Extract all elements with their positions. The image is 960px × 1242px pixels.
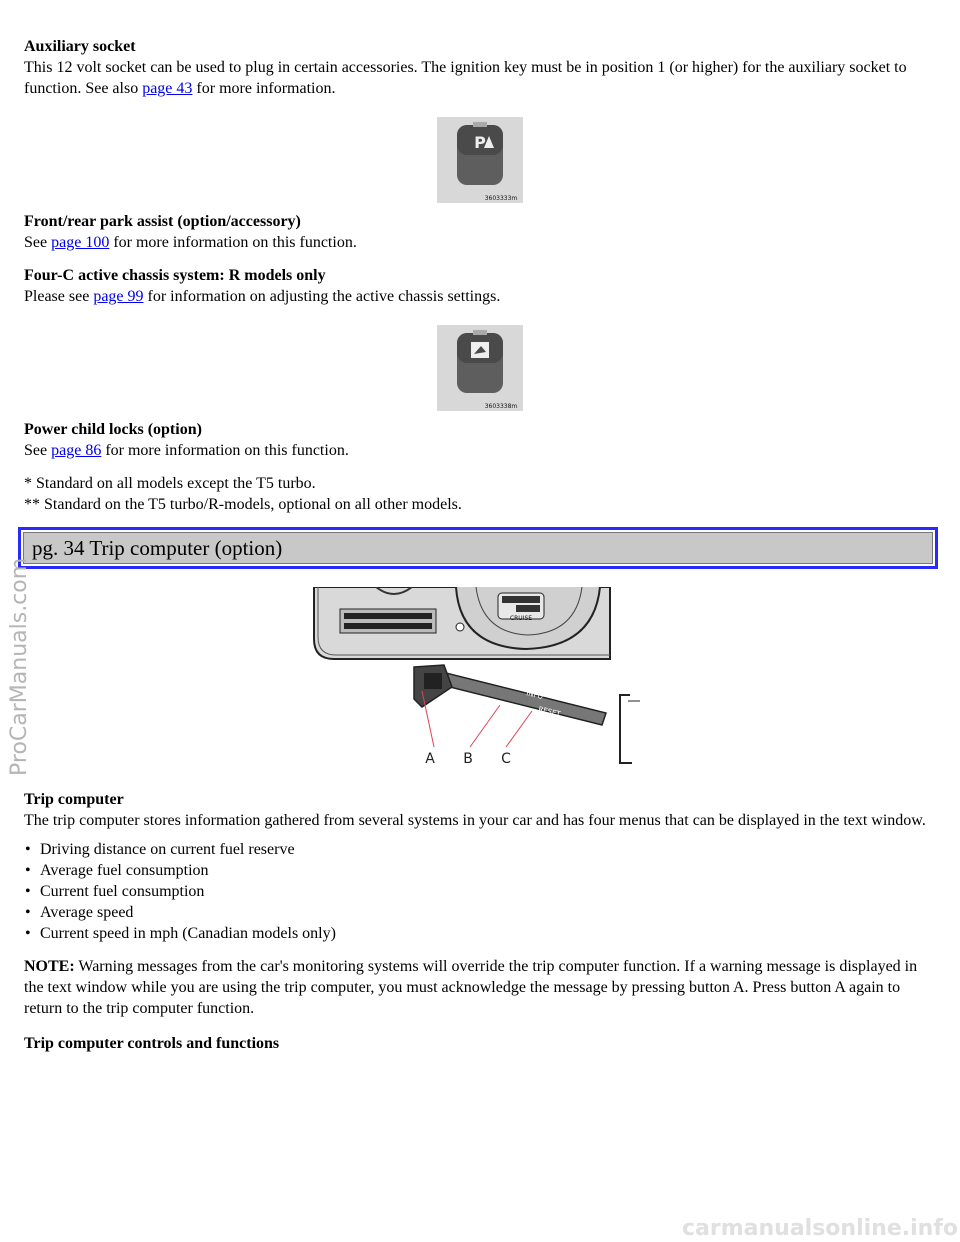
svg-text:carmanualsonline.info: carmanualsonline.info [682,1216,958,1241]
chassis-page-link[interactable]: page 99 [93,288,144,305]
footnote-2: ** Standard on the T5 turbo/R-models, optional on all other models. [24,496,462,513]
svg-text:B: B [463,751,473,767]
child-lock-section [24,419,936,461]
trip-computer-title: Trip computer [24,791,124,808]
list-item: • Current speed in mph (Canadian models only) [40,923,936,944]
svg-text:RESET: RESET [537,705,562,719]
aux-text: This 12 volt socket can be used to plug in certain accessories. The ignition key must be in position 1 (or higher) for the auxiliary socket to function. See also page 43 for more information. [24,59,907,97]
trip-computer-text: The trip computer stores information gathered from several systems in your car and has four menus that can be displayed in the text window. [24,812,926,829]
trip-computer-section [24,789,936,1054]
trip-computer-menu-list [24,839,936,944]
trip-computer-figure [24,587,936,769]
footer-watermark [620,1212,960,1242]
section-heading-bar [18,527,938,569]
park-assist-button-icon [437,117,523,203]
child-lock-page-link[interactable]: page 86 [51,442,102,459]
park-assist-page-link[interactable]: page 100 [51,234,110,251]
park-assist-section [24,211,936,253]
footnotes [24,473,936,515]
aux-title: Auxiliary socket [24,38,136,55]
park-assist-title: Front/rear park assist (option/accessory) [24,213,301,230]
child-lock-button-figure [24,325,936,411]
chassis-section [24,265,936,307]
child-lock-button-icon [437,325,523,411]
list-item: • Average speed [40,902,936,923]
svg-text:C: C [501,751,511,767]
aux-page-link[interactable]: page 43 [142,80,193,97]
chassis-text: Please see page 99 for information on adjusting the active chassis settings. [24,288,501,305]
footnote-1: * Standard on all models except the T5 turbo. [24,475,316,492]
aux-section [24,36,936,99]
svg-text:CRUISE: CRUISE [509,615,533,622]
park-assist-text: See page 100 for more information on this function. [24,234,357,251]
svg-text:3603333m: 3603333m [484,195,518,202]
svg-text:INFO: INFO [525,689,544,702]
section-heading: pg. 34 Trip computer (option) [23,532,933,564]
child-lock-text: See page 86 for more information on this function. [24,442,349,459]
side-watermark [0,498,38,778]
note-paragraph: NOTE: Warning messages from the car's monitoring systems will override the trip computer function. If a warning message is displayed in the text window while you are using the trip computer, you must acknowledge the message by pressing button A. Press button A again to return to the trip computer function. [24,958,918,1017]
svg-text:3603338m: 3603338m [484,403,518,410]
svg-text:P: P [474,133,486,152]
list-item: • Average fuel consumption [40,860,936,881]
list-item: • Current fuel consumption [40,881,936,902]
child-lock-title: Power child locks (option) [24,421,202,438]
list-item: • Driving distance on current fuel reserve [40,839,936,860]
trip-computer-illustration [310,587,650,769]
page-content [24,38,936,1054]
svg-text:A: A [425,751,435,767]
chassis-title: Four-C active chassis system: R models only [24,267,326,284]
park-assist-button-figure [24,117,936,203]
controls-title: Trip computer controls and functions [24,1035,280,1052]
svg-text:ProCarManuals.com: ProCarManuals.com [7,557,32,776]
